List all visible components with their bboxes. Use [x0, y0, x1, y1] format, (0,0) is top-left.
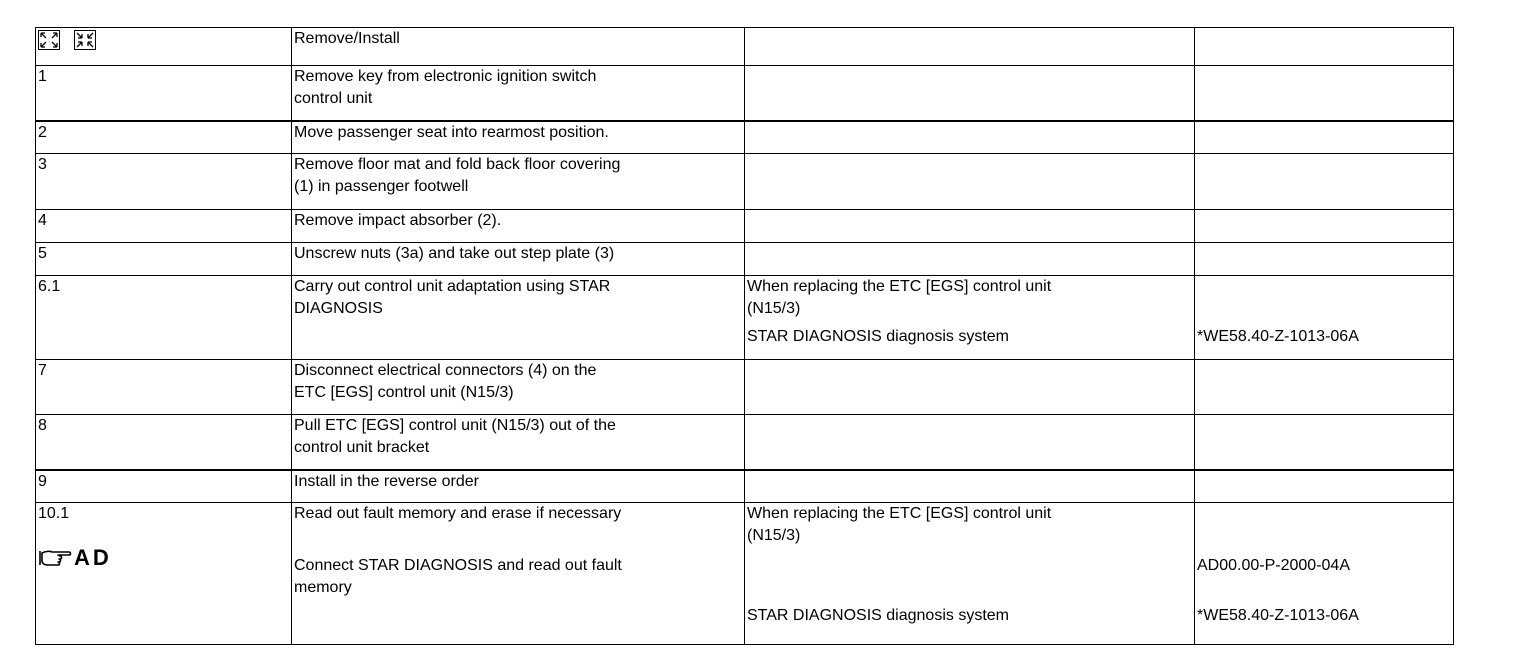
- system-label: STAR DIAGNOSIS diagnosis system: [747, 328, 1009, 345]
- step-text: Move passenger seat into rearmost position.: [292, 121, 745, 154]
- table-row: [36, 470, 1454, 503]
- reference-cell: [1195, 276, 1454, 360]
- pointing-hand-icon: [38, 547, 72, 569]
- condition-cell: When replacing the ETC [EGS] control unit (N15/3) STAR DIAGNOSIS diagnosis system: [745, 503, 1195, 645]
- step-number: 3: [36, 154, 292, 210]
- step-number: 2: [36, 121, 292, 154]
- table-row: [36, 276, 1454, 360]
- step-number: 4: [36, 210, 292, 243]
- header-icons-cell: [36, 28, 292, 66]
- step-text: Remove impact absorber (2).: [292, 210, 745, 243]
- table-row: [36, 503, 1454, 645]
- collapse-arrows-icon[interactable]: [74, 30, 96, 50]
- document-reference[interactable]: *WE58.40-Z-1013-06A: [1197, 328, 1359, 345]
- step-number: 8: [36, 415, 292, 470]
- step-text: Unscrew nuts (3a) and take out step plate (3): [292, 243, 745, 276]
- procedure-table: [35, 27, 1454, 645]
- table-row: [36, 66, 1454, 121]
- step-text: Remove floor mat and fold back floor covering (1) in passenger footwell: [292, 154, 745, 210]
- table-row: [36, 415, 1454, 470]
- step-text: Remove key from electronic ignition switch control unit: [292, 66, 745, 121]
- step-number: 10.1 AD: [36, 503, 292, 645]
- table-row: [36, 210, 1454, 243]
- expand-arrows-icon[interactable]: [38, 30, 60, 50]
- document-reference[interactable]: AD00.00-P-2000-04A: [1197, 557, 1350, 574]
- ad-marker-label: AD: [74, 545, 112, 570]
- step-text: Disconnect electrical connectors (4) on the ETC [EGS] control unit (N15/3): [292, 360, 745, 415]
- step-text: Install in the reverse order: [292, 470, 745, 503]
- table-row: [36, 121, 1454, 154]
- step-number: 6.1: [36, 276, 292, 360]
- reference-cell: [1195, 503, 1454, 645]
- step-text: Pull ETC [EGS] control unit (N15/3) out of the control unit bracket: [292, 415, 745, 470]
- condition-cell: When replacing the ETC [EGS] control unit (N15/3) STAR DIAGNOSIS diagnosis system: [745, 276, 1195, 360]
- table-row: [36, 154, 1454, 210]
- step-number: 5: [36, 243, 292, 276]
- header-row: [36, 28, 1454, 66]
- step-text: Read out fault memory and erase if necessary Connect STAR DIAGNOSIS and read out fault memory: [292, 503, 745, 645]
- document-reference[interactable]: *WE58.40-Z-1013-06A: [1197, 607, 1359, 624]
- step-number: 9: [36, 470, 292, 503]
- step-number: 7: [36, 360, 292, 415]
- header-title: Remove/Install: [292, 28, 745, 66]
- system-label: STAR DIAGNOSIS diagnosis system: [747, 607, 1009, 624]
- table-row: [36, 243, 1454, 276]
- step-number: 1: [36, 66, 292, 121]
- ad-marker[interactable]: [38, 545, 291, 571]
- step-text: Carry out control unit adaptation using STAR DIAGNOSIS: [292, 276, 745, 360]
- table-row: [36, 360, 1454, 415]
